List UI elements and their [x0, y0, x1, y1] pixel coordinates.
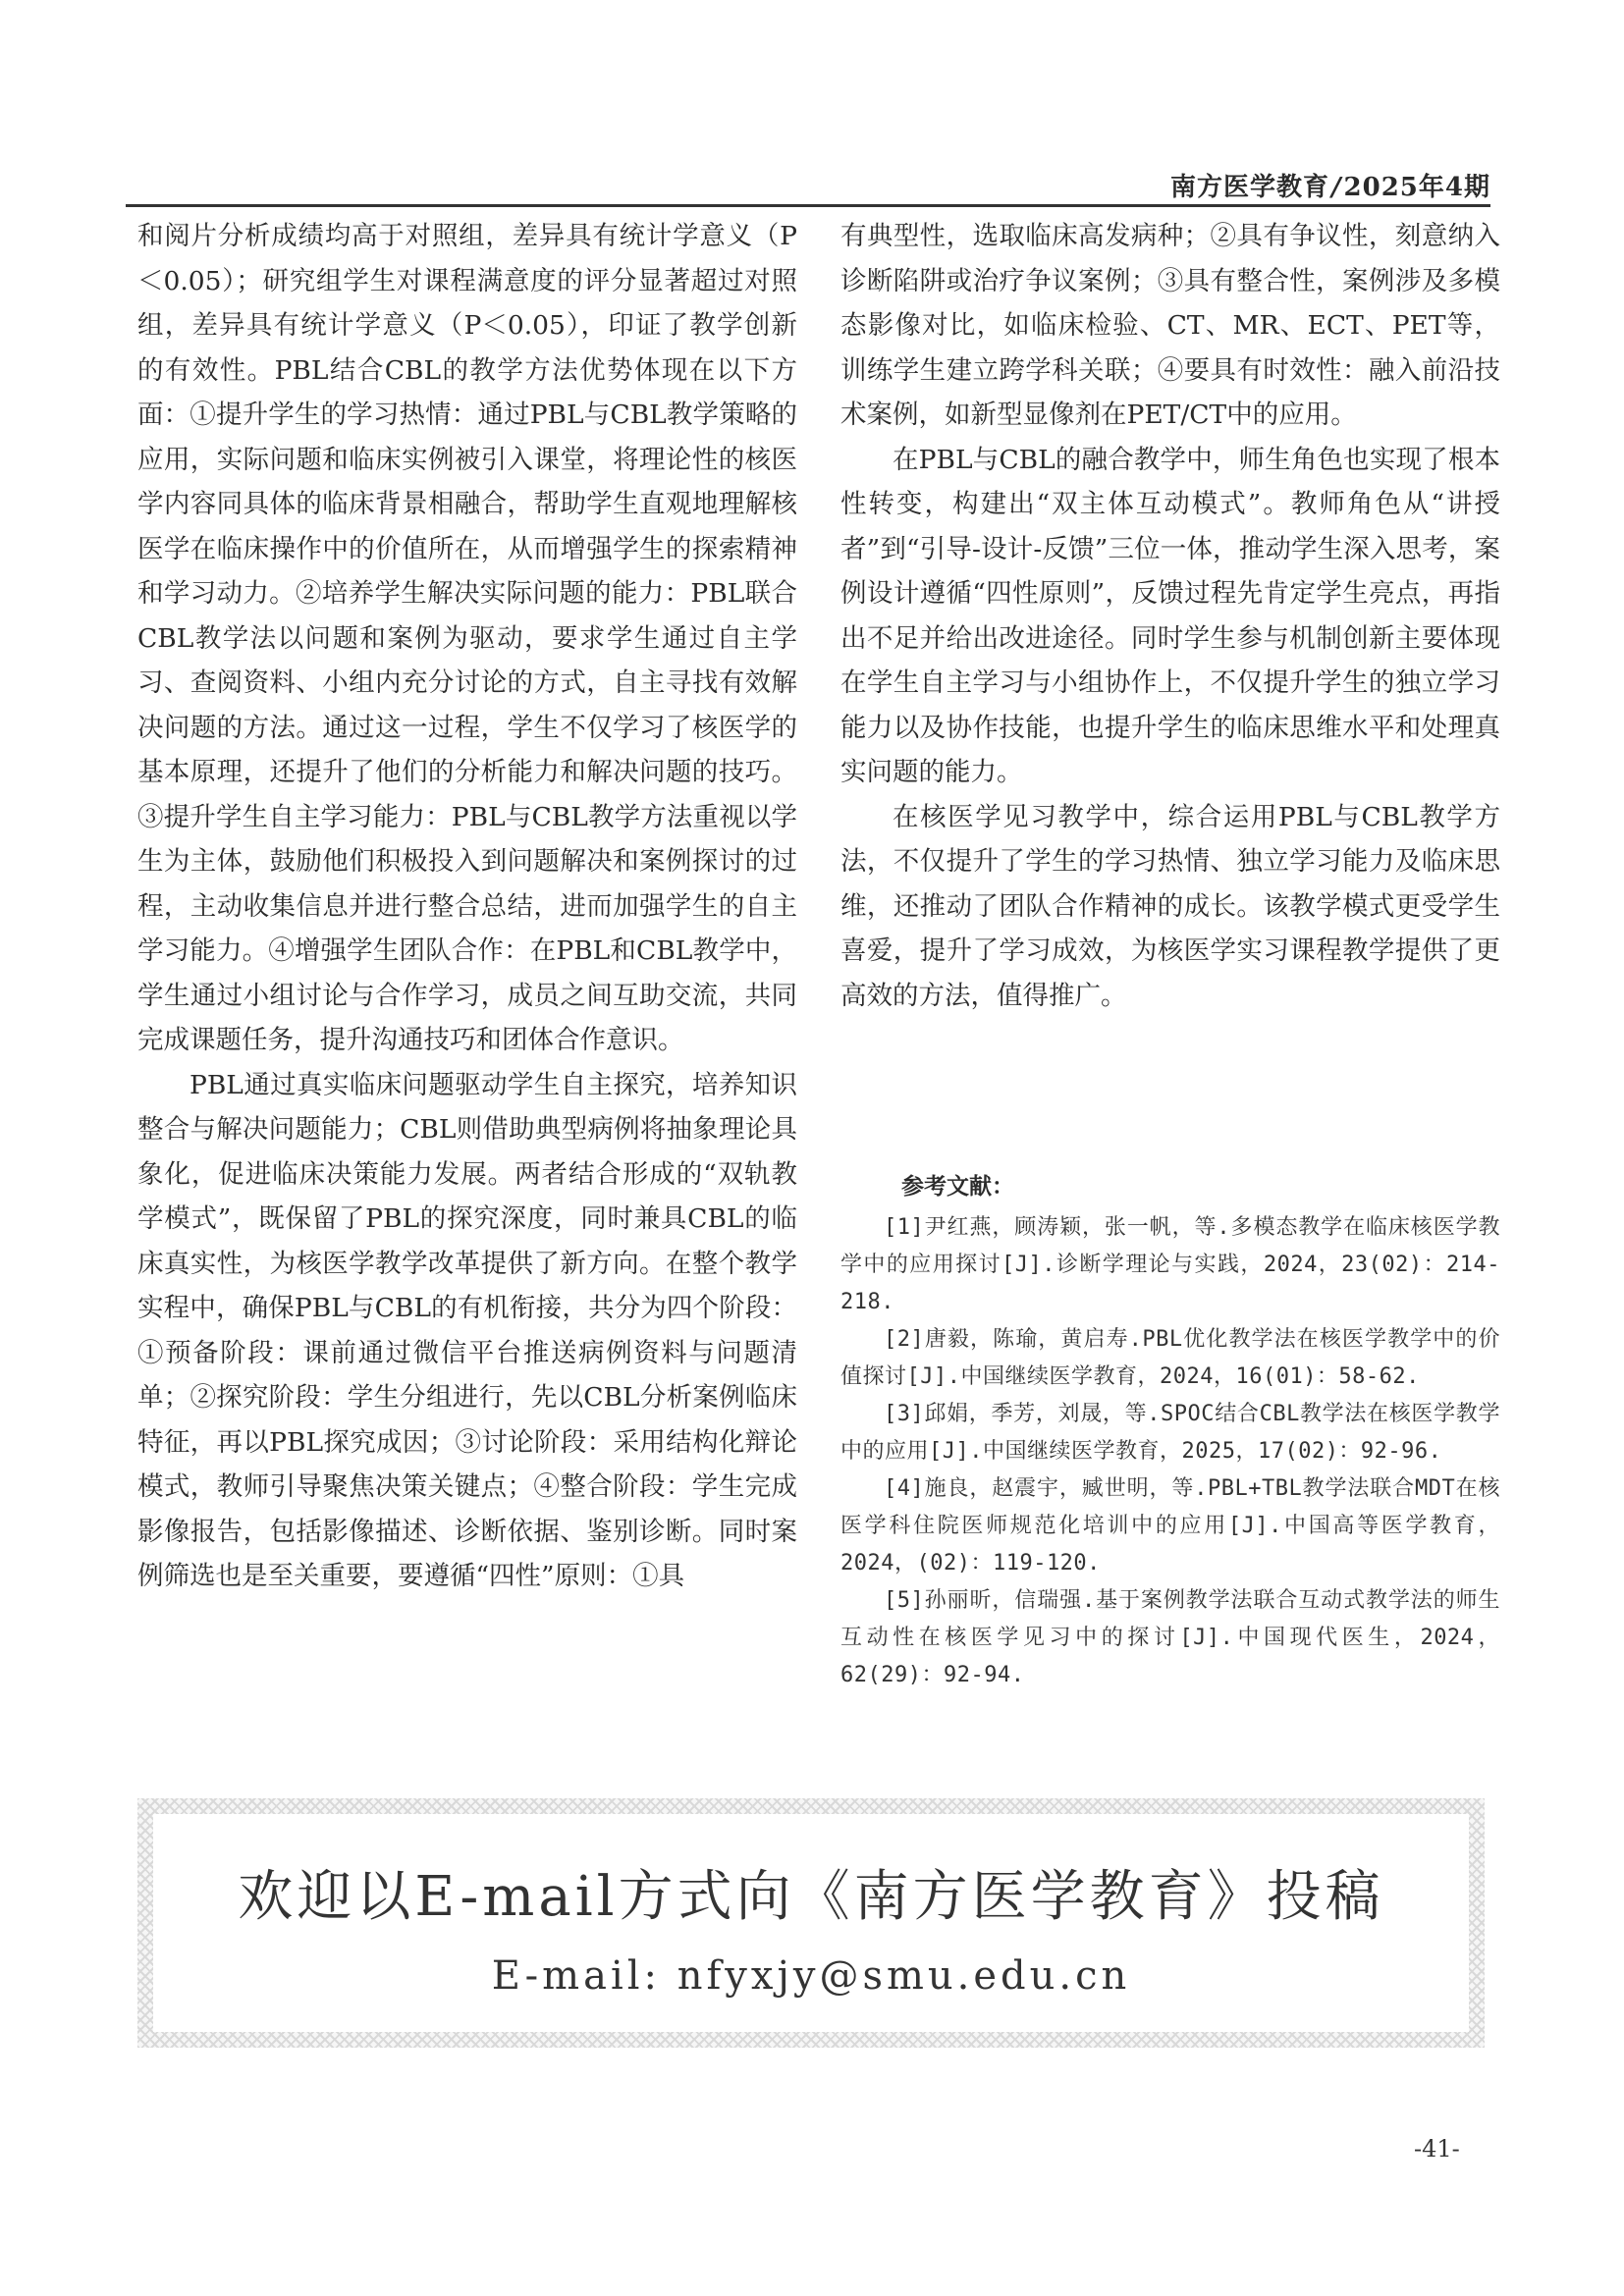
reference-item: [5]孙丽昕，信瑞强.基于案例教学法联合互动式教学法的师生互动性在核医学见习中的探讨[J].中国现代医生，2024，62(29)：92-94.	[840, 1588, 1500, 1687]
reference-item: [1]尹红燕，顾涛颖，张一帆，等.多模态教学在临床核医学教学中的应用探讨[J].诊断学理论与实践，2024，23(02)：214-218.	[840, 1215, 1500, 1314]
page-number: -41-	[1414, 2135, 1460, 2163]
left-paragraph-1: 和阅片分析成绩均高于对照组，差异具有统计学意义（P＜0.05）；研究组学生对课程满意度的评分显著超过对照组，差异具有统计学意义（P＜0.05），印证了教学创新的有效性。PBL结合CBL的教学方法优势体现在以下方面：①提升学生的学习热情：通过PBL与CBL教学策略的应用，实际问题和临床实例被引入课堂，将理论性的核医学内容同具体的临床背景相融合，帮助学生直观地理解核医学在临床操作中的价值所在，从而增强学生的探索精神和学习动力。②培养学生解决实际问题的能力：PBL联合CBL教学法以问题和案例为驱动，要求学生通过自主学习、查阅资料、小组内充分讨论的方式，自主寻找有效解决问题的方法。通过这一过程，学生不仅学习了核医学的基本原理，还提升了他们的分析能力和解决问题的技巧。③提升学生自主学习能力：PBL与CBL教学方法重视以学生为主体，鼓励他们积极投入到问题解决和案例探讨的过程，主动收集信息并进行整合总结，进而加强学生的自主学习能力。④增强学生团队合作：在PBL和CBL教学中，学生通过小组讨论与合作学习，成员之间互助交流，共同完成课题任务，提升沟通技巧和团体合作意识。	[137, 221, 797, 1055]
reference-item: [2]唐毅，陈瑜，黄启寿.PBL优化教学法在核医学教学中的价值探讨[J].中国继续医学教育，2024，16(01)：58-62.	[840, 1327, 1500, 1389]
left-paragraph-2: PBL通过真实临床问题驱动学生自主探究，培养知识整合与解决问题能力；CBL则借助典型病例将抽象理论具象化，促进临床决策能力发展。两者结合形成的“双轨教学模式”，既保留了PBL的探究深度，同时兼具CBL的临床真实性，为核医学教学改革提供了新方向。在整个教学实程中，确保PBL与CBL的有机衔接，共分为四个阶段：①预备阶段：课前通过微信平台推送病例资料与问题清单；②探究阶段：学生分组进行，先以CBL分析案例临床特征，再以PBL探究成因；③讨论阶段：采用结构化辩论模式，教师引导聚焦决策关键点；④整合阶段：学生完成影像报告，包括影像描述、诊断依据、鉴别诊断。同时案例筛选也是至关重要，要遵循“四性”原则：①具	[137, 1069, 797, 1591]
right-column	[840, 214, 1500, 1018]
right-paragraph-2: 在PBL与CBL的融合教学中，师生角色也实现了根本性转变，构建出“双主体互动模式”。教师角色从“讲授者”到“引导-设计-反馈”三位一体，推动学生深入思考，案例设计遵循“四性原则”，反馈过程先肯定学生亮点，再指出不足并给出改进途径。同时学生参与机制创新主要体现在学生自主学习与小组协作上，不仅提升学生的独立学习能力以及协作技能，也提升学生的临床思维水平和处理真实问题的能力。	[840, 444, 1500, 787]
issue-label: 2025年4期	[1343, 173, 1490, 202]
journal-name: 南方医学教育	[1170, 173, 1330, 202]
journal-issue-label	[1170, 167, 1490, 203]
reference-item: [4]施良，赵震宇，臧世明，等.PBL+TBL教学法联合MDT在核医学科住院医师规范化培训中的应用[J].中国高等医学教育，2024，(02)：119-120.	[840, 1476, 1500, 1575]
references-section	[840, 1164, 1500, 1694]
running-header	[126, 165, 1490, 207]
banner-title: 欢迎以E-mail方式向《南方医学教育》投稿	[238, 1865, 1384, 1929]
references-title: 参考文献：	[901, 1173, 1014, 1200]
banner-email: E-mail: nfyxjy@smu.edu.cn	[491, 1953, 1131, 1999]
banner-inner	[153, 1814, 1469, 2032]
submission-banner	[137, 1798, 1485, 2048]
right-paragraph-3: 在核医学见习教学中，综合运用PBL与CBL教学方法，不仅提升了学生的学习热情、独立学习能力及临床思维，还推动了团队合作精神的成长。该教学模式更受学生喜爱，提升了学习成效，为核医学实习课程教学提供了更高效的方法，值得推广。	[840, 801, 1500, 1011]
right-paragraph-1: 有典型性，选取临床高发病种；②具有争议性，刻意纳入诊断陷阱或治疗争议案例；③具有整合性，案例涉及多模态影像对比，如临床检验、CT、MR、ECT、PET等，训练学生建立跨学科关联；④要具有时效性：融入前沿技术案例，如新型显像剂在PET/CT中的应用。	[840, 221, 1500, 430]
header-separator: /	[1331, 173, 1342, 202]
reference-item: [3]邱娟，季芳，刘晟，等.SPOC结合CBL教学法在核医学教学中的应用[J].中国继续医学教育，2025，17(02)：92-96.	[840, 1402, 1500, 1464]
left-column	[137, 214, 797, 1599]
